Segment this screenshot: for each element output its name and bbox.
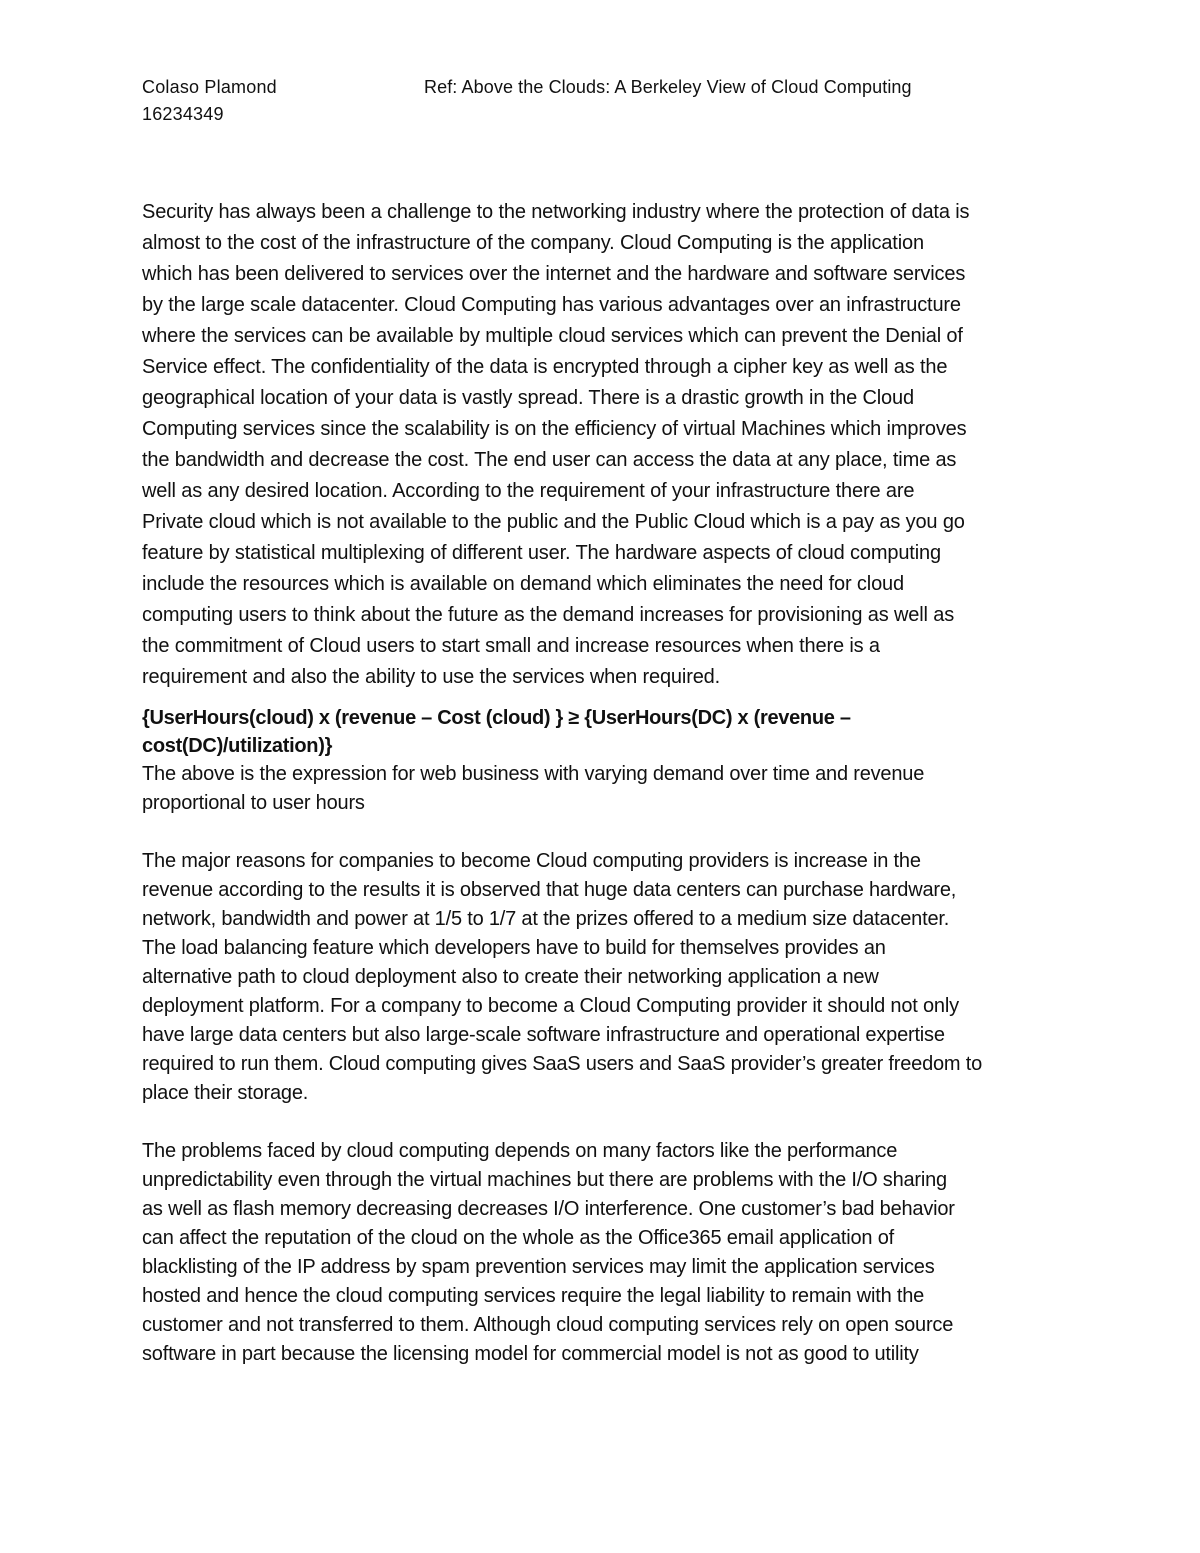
- text-line: proportional to user hours: [142, 792, 365, 814]
- paragraph-problems: [142, 1137, 1072, 1369]
- text-line: deployment platform. For a company to become a Cloud Computing provider it should not only: [142, 995, 959, 1017]
- text-line: well as any desired location. According to the requirement of your infrastructure there are: [142, 480, 915, 502]
- text-line: The major reasons for companies to become Cloud computing providers is increase in the: [142, 850, 921, 872]
- text-line: requirement and also the ability to use the services when required.: [142, 666, 721, 688]
- text-line: include the resources which is available on demand which eliminates the need for cloud: [142, 573, 904, 595]
- text-line: software in part because the licensing model for commercial model is not as good to utility: [142, 1343, 919, 1365]
- text-line: the commitment of Cloud users to start small and increase resources when there is a: [142, 635, 880, 657]
- text-line: feature by statistical multiplexing of different user. The hardware aspects of cloud computing: [142, 542, 941, 564]
- paragraph-providers: [142, 847, 1072, 1108]
- text-line: have large data centers but also large-scale software infrastructure and operational expertise: [142, 1024, 945, 1046]
- text-line: place their storage.: [142, 1082, 309, 1104]
- header-reference: Ref: Above the Clouds: A Berkeley View of Cloud Computing: [424, 77, 912, 97]
- text-line: blacklisting of the IP address by spam prevention services may limit the application services: [142, 1256, 935, 1278]
- text-line: which has been delivered to services over the internet and the hardware and software services: [142, 263, 966, 285]
- text-line: The problems faced by cloud computing depends on many factors like the performance: [142, 1140, 898, 1162]
- author-name: Colaso Plamond: [142, 77, 277, 97]
- formula-line: {UserHours(cloud) x (revenue – Cost (cloud) } ≥ {UserHours(DC) x (revenue –: [142, 707, 851, 729]
- text-line: revenue according to the results it is observed that huge data centers can purchase hardware,: [142, 879, 957, 901]
- text-line: Computing services since the scalability is on the efficiency of virtual Machines which improves: [142, 418, 967, 440]
- text-line: as well as flash memory decreasing decreases I/O interference. One customer’s bad behavior: [142, 1198, 955, 1220]
- text-line: computing users to think about the future as the demand increases for provisioning as well as: [142, 604, 955, 626]
- text-line: Security has always been a challenge to the networking industry where the protection of data is: [142, 201, 970, 223]
- text-line: The above is the expression for web business with varying demand over time and revenue: [142, 763, 925, 785]
- text-line: hosted and hence the cloud computing services require the legal liability to remain with the: [142, 1285, 925, 1307]
- text-line: unpredictability even through the virtual machines but there are problems with the I/O sharing: [142, 1169, 947, 1191]
- text-line: the bandwidth and decrease the cost. The end user can access the data at any place, time as: [142, 449, 957, 471]
- text-line: can affect the reputation of the cloud on the whole as the Office365 email application of: [142, 1227, 894, 1249]
- document-body: [142, 197, 1072, 1369]
- formula-description: [142, 760, 1072, 818]
- text-line: almost to the cost of the infrastructure of the company. Cloud Computing is the application: [142, 232, 924, 254]
- text-line: network, bandwidth and power at 1/5 to 1/7 at the prizes offered to a medium size datacenter.: [142, 908, 950, 930]
- text-line: The load balancing feature which developers have to build for themselves provides an: [142, 937, 886, 959]
- student-id: 16234349: [142, 104, 224, 124]
- text-line: required to run them. Cloud computing gives SaaS users and SaaS provider’s greater freedom to: [142, 1053, 983, 1075]
- text-line: where the services can be available by multiple cloud services which can prevent the Denial of: [142, 325, 963, 347]
- paragraph-intro: [142, 197, 1072, 693]
- text-line: Private cloud which is not available to the public and the Public Cloud which is a pay as you go: [142, 511, 965, 533]
- header-author-block: [142, 74, 277, 128]
- text-line: geographical location of your data is vastly spread. There is a drastic growth in the Cloud: [142, 387, 914, 409]
- text-line: customer and not transferred to them. Although cloud computing services rely on open source: [142, 1314, 954, 1336]
- text-line: Service effect. The confidentiality of the data is encrypted through a cipher key as well as the: [142, 356, 948, 378]
- text-line: by the large scale datacenter. Cloud Computing has various advantages over an infrastructure: [142, 294, 961, 316]
- revenue-formula: [142, 704, 1072, 760]
- text-line: alternative path to cloud deployment also to create their networking application a new: [142, 966, 879, 988]
- formula-line: cost(DC)/utilization)}: [142, 735, 333, 757]
